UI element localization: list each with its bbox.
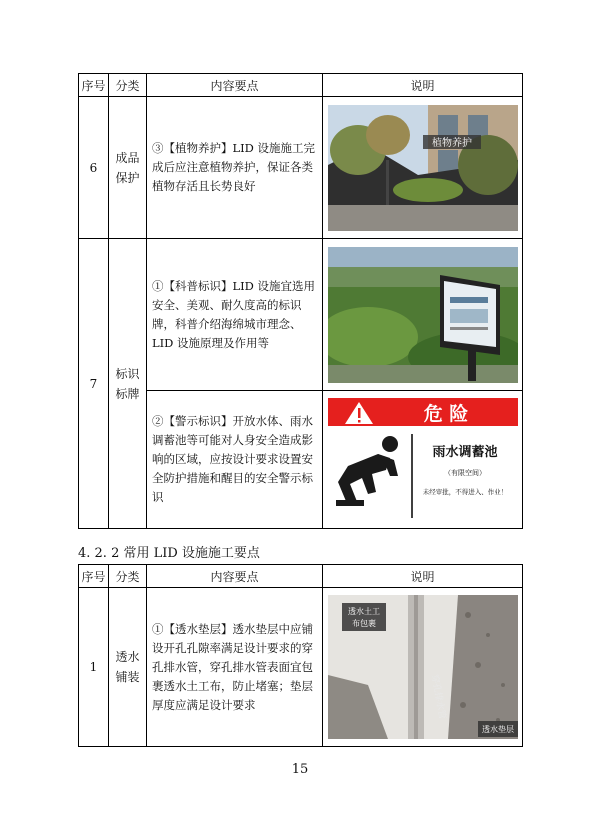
sign-warning-text: 未经审批，不得进入、作业！ <box>422 487 507 496</box>
danger-text: 危 险 <box>423 402 468 425</box>
row-category: 标识标牌 <box>109 239 147 529</box>
plant-care-photo <box>328 105 518 231</box>
header-category: 分类 <box>109 74 147 97</box>
science-sign-photo <box>328 247 518 383</box>
pipe-label: 穿孔排水管 <box>428 673 447 720</box>
header-note: 说明 <box>323 565 523 588</box>
row-num: 7 <box>79 239 109 529</box>
permeable-layer-photo-cell <box>323 588 523 747</box>
construction-table-1 <box>78 73 523 529</box>
header-content: 内容要点 <box>147 565 323 588</box>
table-row <box>79 239 523 391</box>
row-content: ②【警示标识】开放水体、雨水调蓄池等可能对人身安全造成影响的区域，应按设计要求设置安全防护措施和醒目的安全警示标识 <box>147 391 323 529</box>
header-note: 说明 <box>323 74 523 97</box>
sign-subtitle: （有限空间） <box>443 468 486 477</box>
fabric-label: 透水土工 <box>347 607 380 616</box>
permeable-layer-photo <box>328 595 518 739</box>
table-header-row <box>79 565 523 588</box>
warning-sign <box>328 396 518 524</box>
sign-title: 雨水调蓄池 <box>431 444 498 460</box>
science-sign-photo-cell <box>323 239 523 391</box>
header-num: 序号 <box>79 74 109 97</box>
table-row <box>79 588 523 747</box>
plant-care-photo-cell <box>323 97 523 239</box>
layer-label: 透水垫层 <box>481 725 514 734</box>
header-category: 分类 <box>109 565 147 588</box>
photo-label: 植物养护 <box>431 137 472 149</box>
row-content: ①【透水垫层】透水垫层中应铺设开孔孔隙率满足设计要求的穿孔排水管，穿孔排水管表面宜包裹透水土工布，防止堵塞；垫层厚度应满足设计要求 <box>147 588 323 747</box>
page-number: 15 <box>291 762 309 777</box>
header-num: 序号 <box>79 565 109 588</box>
section-title: 4. 2. 2 常用 LID 设施施工要点 <box>78 546 260 561</box>
table-row <box>79 97 523 239</box>
row-num: 6 <box>79 97 109 239</box>
warning-sign-cell <box>323 391 523 529</box>
construction-table-2 <box>78 564 523 747</box>
row-content: ③【植物养护】LID 设施施工完成后应注意植物养护，保证各类植物存活且长势良好 <box>147 97 323 239</box>
table-header-row <box>79 74 523 97</box>
row-category: 透水铺装 <box>109 588 147 747</box>
row-content: ①【科普标识】LID 设施宜选用安全、美观、耐久度高的标识牌，科普介绍海绵城市理念、LID 设施原理及作用等 <box>147 239 323 391</box>
svg-text:布包裹: 布包裹 <box>351 619 376 628</box>
row-category: 成品保护 <box>109 97 147 239</box>
row-num: 1 <box>79 588 109 747</box>
header-content: 内容要点 <box>147 74 323 97</box>
